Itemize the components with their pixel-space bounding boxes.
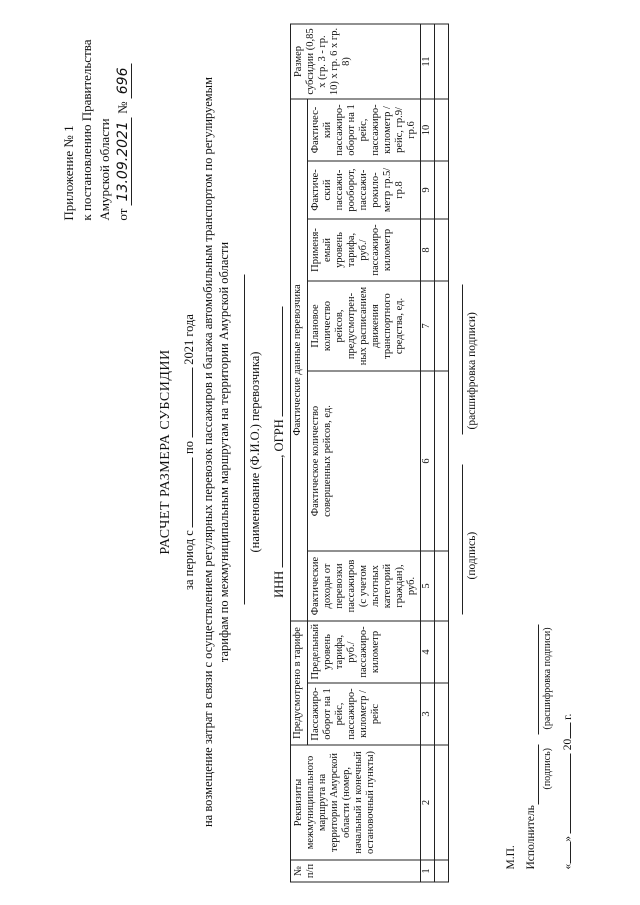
table-cell — [435, 551, 449, 621]
date-year-prefix: 20 — [562, 738, 574, 751]
header-cell-max-tariff: Предельный уровень тарифа, руб./ пассажиро-километр — [308, 621, 421, 683]
col-number: 5 — [421, 551, 435, 621]
date-open-quote: « — [562, 863, 574, 870]
col-number: 1 — [421, 860, 435, 882]
signature-decode-line — [462, 285, 463, 435]
table-cell — [435, 99, 449, 161]
carrier-name-caption: (наименование (Ф.И.О.) перевозчика) — [248, 351, 262, 553]
header-cell-actual-income: Фактические доходы от перевозки пассажиров (с учетом льготных категорий граждан), руб. — [308, 551, 421, 621]
stamp-mark: М.П. — [505, 845, 517, 870]
table-cell — [435, 161, 449, 219]
col-number: 7 — [421, 281, 435, 371]
table-cell — [435, 621, 449, 683]
inn-ogrn-row: ИНН , ОГРН — [270, 0, 287, 905]
annex-number-prefix: № — [115, 101, 130, 114]
header-cell-actual-turnover: Фактиче-ский пассажи-рооборот, пассажи-рокило-метр гр.5/гр.8 — [308, 161, 421, 219]
annex-block — [60, 40, 132, 221]
period-line — [182, 0, 197, 905]
annex-number-handwritten: 696 — [115, 64, 132, 99]
document-title: РАСЧЕТ РАЗМЕРА СУБСИДИИ — [158, 349, 173, 555]
period-to: по — [182, 441, 196, 454]
column-number-row — [421, 24, 435, 882]
header-cell-applied-tariff: Применя-емый уровень тарифа, руб./ пассажиро-километр — [308, 219, 421, 281]
annex-line-2: к постановлению Правительства — [79, 39, 94, 221]
table-cell — [435, 745, 449, 860]
col-number: 3 — [421, 683, 435, 745]
date-line — [560, 714, 574, 870]
annex-date-prefix: от — [115, 208, 130, 221]
header-cell-subsidy: Размер субсидии (0,85 х (гр. 3 - гр. 10) х гр. 6 х гр. 8) — [291, 24, 421, 99]
col-number: 6 — [421, 371, 435, 551]
header-cell-turnover-per-trip: Фактичес-кий пассажиро-оборот на 1 рейс, пассажиро-километр /рейс, гр.9/гр.6 — [308, 99, 421, 161]
header-cell-num: № п/п — [291, 860, 421, 882]
subsidy-purpose: на возмещение затрат в связи с осуществлением регулярных перевозок пассажиров и багажа автомобильным транспортом по регулируемым тарифам по межмуниципальным маршрутам на территории Амурской области — [201, 77, 231, 828]
executor-sign-caption: (подпись) — [542, 747, 553, 790]
signature-line — [462, 465, 463, 615]
table-cell — [435, 860, 449, 882]
signature-caption: (подпись) — [466, 531, 478, 580]
col-number: 8 — [421, 219, 435, 281]
period-year: 2021 года — [182, 314, 196, 365]
table-cell — [435, 683, 449, 745]
col-number: 10 — [421, 99, 435, 161]
col-number: 9 — [421, 161, 435, 219]
group-header-actual: Фактические данные перевозчика — [291, 99, 308, 621]
executor-decode-caption: (расшифровка подписи) — [542, 627, 553, 730]
executor-sign-line — [538, 745, 539, 805]
col-number: 2 — [421, 745, 435, 860]
ogrn-blank — [270, 306, 283, 416]
header-cell-actual-trips: Фактическое количество совершенных рейсов, ед. — [308, 371, 421, 551]
header-cell-passenger-turnover: Пассажиро-оборот на 1 рейс, пассажиро-километр /рейс — [308, 683, 421, 745]
table-cell — [435, 371, 449, 551]
inn-blank — [270, 458, 283, 568]
col-number: 11 — [421, 24, 435, 99]
group-header-tariff: Предусмотрено в тарифе — [291, 621, 308, 745]
annex-line-3: Амурской области — [97, 118, 112, 221]
ogrn-label: ОГРН — [272, 419, 286, 452]
carrier-name-line — [244, 275, 245, 605]
period-from: за период с — [182, 530, 196, 590]
executor-label: Исполнитель — [525, 805, 537, 870]
annex-line-1: Приложение № 1 — [61, 125, 76, 221]
col-number: 4 — [421, 621, 435, 683]
table-cell — [435, 24, 449, 99]
annex-date-handwritten: 13.09.2021 — [115, 117, 132, 205]
table-row — [435, 24, 449, 882]
date-close-quote: » — [562, 836, 574, 842]
executor-decode-line — [538, 625, 539, 735]
table-cell — [435, 281, 449, 371]
header-cell-route: Реквизиты межмуниципального маршрута на территории Амурской области (номер, начальный и конечный остановочный пункты) — [291, 745, 421, 860]
header-cell-planned-trips: Плановое количество рейсов, предусмотрен-ных расписанием движения транспортного средства, ед. — [308, 281, 421, 371]
date-year-suffix: г. — [562, 713, 574, 720]
annex-date-line — [114, 40, 132, 221]
signature-decode-caption: (расшифровка подписи) — [466, 312, 478, 430]
inn-label: ИНН — [272, 570, 286, 598]
subsidy-table — [290, 24, 449, 883]
table-cell — [435, 219, 449, 281]
